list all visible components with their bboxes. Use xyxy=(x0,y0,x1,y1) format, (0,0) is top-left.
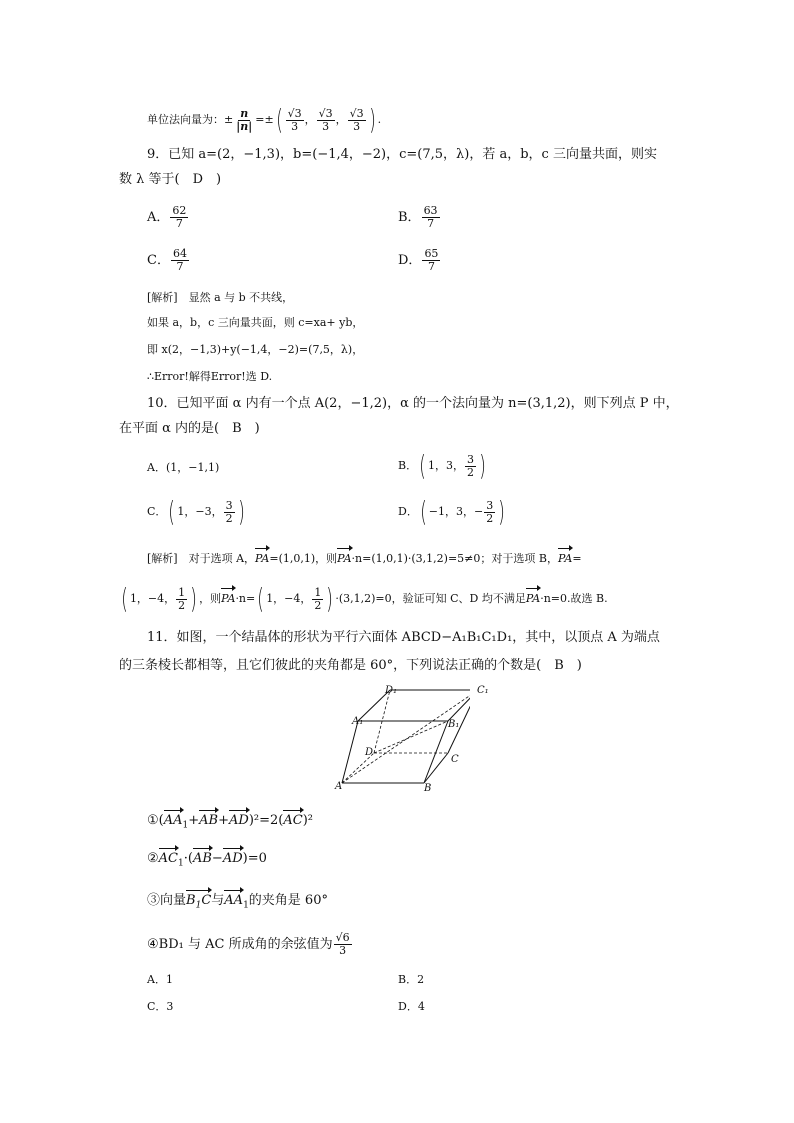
q10-stem-line1: 10．已知平面 α 内有一个点 A(2，−1,2)，α 的一个法向量为 n=(3,1,2)，则下列点 P 中， xyxy=(147,396,679,411)
q11-option-d: D．4 xyxy=(398,1000,425,1013)
q9-option-d: D． $\frac{65}{7}$ xyxy=(398,247,439,273)
q10-option-b: B．( 1，3， $\frac{3}{2}$ ) xyxy=(398,449,486,482)
q9-option-c: C． $\frac{64}{7}$ xyxy=(147,247,187,273)
label-c1: C₁ xyxy=(477,685,489,696)
q10-option-a: A．(1，−1,1) xyxy=(147,461,220,474)
label-b1: B₁ xyxy=(448,719,460,730)
label-a1: A₁ xyxy=(352,716,364,727)
label-d1: D₁ xyxy=(385,685,398,696)
q11-statement-1: $①(AA_1+AB+AD)^2=2(AC)^2$ xyxy=(147,813,313,831)
label-a: A xyxy=(335,781,343,792)
q11-option-c: C．3 xyxy=(147,1000,174,1013)
q10-option-c: C．( 1，−3， $\frac{3}{2}$ ) xyxy=(147,495,245,528)
q9-solution-line3: 即 x(2，−1,3)+y(−1,4，−2)=(7,5，λ)， xyxy=(147,343,364,356)
q11-statement-3: ③向量$B_1C$与$AA_1$的夹角是 60° xyxy=(147,893,328,914)
q9-stem-line2: 数 λ 等于( D ) xyxy=(119,172,222,187)
q9-stem-line1: 9．已知 a=(2，−1,3)，b=(−1,4，−2)，c=(7,5，λ)，若 a，b，c 三向量共面，则实 xyxy=(147,147,657,162)
q10-solution-line2: ( 1，−4， $\frac{1}{2}$ ) ，则PA·n=( 1，−4， $\frac{1}{2}$ ) ·(3,1,2)=0，验证可知 C、D 均不满足PA·n=0.故选 B. xyxy=(121,582,608,615)
q9-option-a: A． $\frac{62}{7}$ xyxy=(147,204,187,230)
q9-solution-line2: 如果 a，b，c 三向量共面，则 c=xa+ yb， xyxy=(147,316,364,329)
q10-option-d: D．( −1，3，− $\frac{3}{2}$ ) xyxy=(398,495,505,528)
label-c: C xyxy=(451,754,459,765)
q11-option-a: A．1 xyxy=(147,973,173,986)
q10-solution-line1: [解析] 对于选项 A，PA=(1,0,1)，则PA·n=(1,0,1)·(3,1,2)=5≠0；对于选项 B，PA= xyxy=(147,552,582,565)
q11-statement-4: ④BD₁ 与 AC 所成角的余弦值为 $\frac{√6}{3}$ xyxy=(147,931,350,957)
edge-b-b1 xyxy=(424,721,448,783)
q11-stem-line1: 11．如图，一个结晶体的形状为平行六面体 ABCD−A₁B₁C₁D₁，其中，以顶点 A 为端点 xyxy=(147,630,660,645)
diagonal-a-c1-hidden xyxy=(342,690,470,783)
q8-line: 单位法向量为：± $\frac{n}{|n|}$ =±( $\frac{√3}{3}$ ， $\frac{√3}{3}$ ， $\frac{√3}{3}$ ) . xyxy=(147,103,382,136)
diagonal-d-b1-hidden xyxy=(374,721,448,753)
label-d: D xyxy=(365,747,374,758)
q8-prefix: 单位法向量为：± xyxy=(147,113,234,126)
q11-option-b: B．2 xyxy=(398,973,425,986)
q11-statement-2: $②AC_1\cdot(AB-AD)=0$ xyxy=(147,851,267,869)
parallelepiped-figure xyxy=(330,683,470,795)
q10-stem-line2: 在平面 α 内的是( B ) xyxy=(119,421,260,436)
q8-n-frac: $\frac{n}{|n|}$ xyxy=(236,106,253,133)
label-b: B xyxy=(424,783,432,794)
q9-option-b: B． $\frac{63}{7}$ xyxy=(398,204,438,230)
edge-b-c xyxy=(424,753,448,783)
q9-solution-line4: ∴Error!解得Error!选 D. xyxy=(147,370,273,383)
q9-solution-line1: [解析] 显然 a 与 b 不共线， xyxy=(147,291,294,304)
q11-stem-line2: 的三条棱长都相等，且它们彼此的夹角都是 60°，下列说法正确的个数是( B ) xyxy=(119,658,582,673)
